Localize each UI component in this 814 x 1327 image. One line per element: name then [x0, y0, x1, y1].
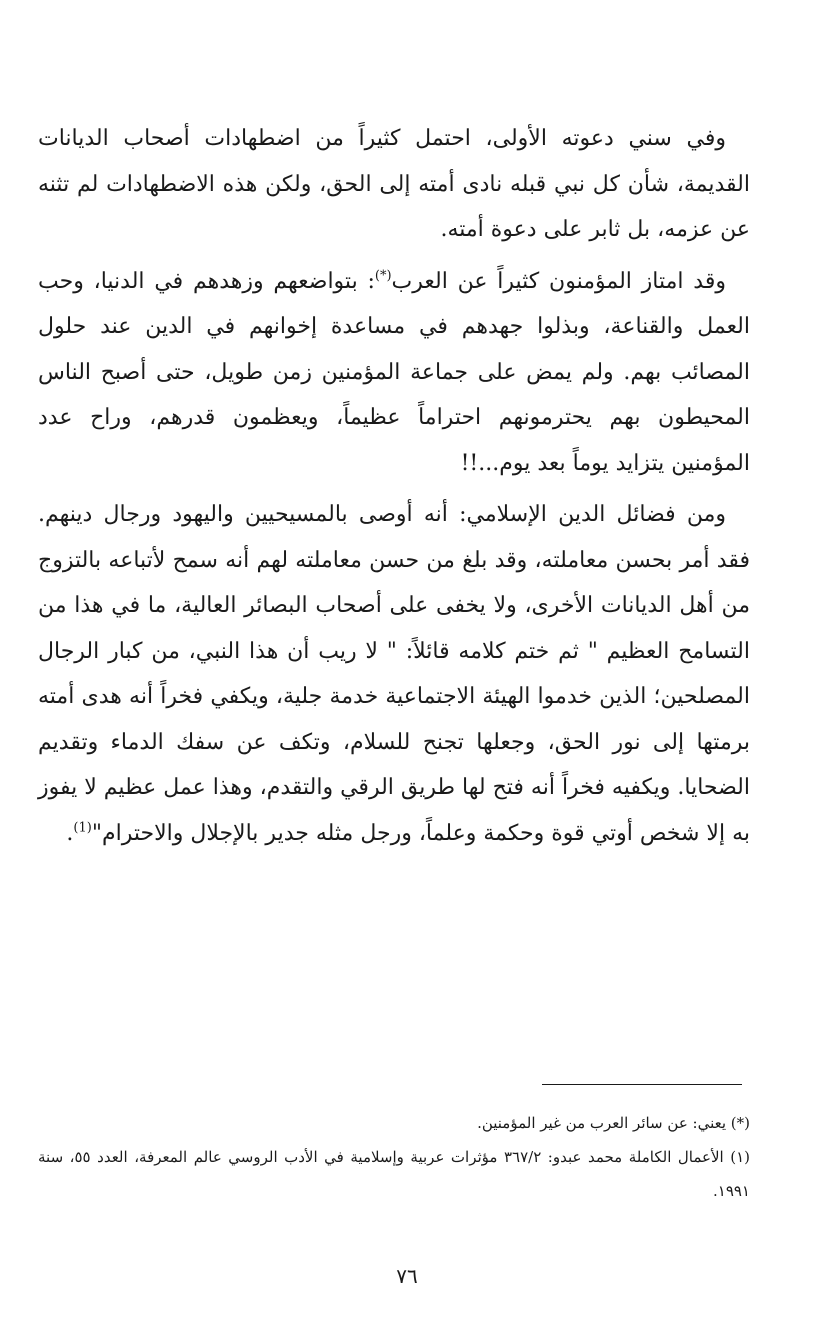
footnote-1: (١) الأعمال الكاملة محمد عبدو: ٣٦٧/٢ مؤثرات عربية وإسلامية في الأدب الروسي عالم المعرفة، العدد ٥٥، سنة ١٩٩١.: [38, 1148, 750, 1200]
main-text: [38, 116, 750, 862]
footnote-ref-1: (1): [73, 820, 92, 836]
paragraph-3-start: ومن فضائل الدين الإسلامي: أنه أوصى بالمسيحيين واليهود ورجال دينهم. فقد أمر بحسن معاملته، وقد بلغ من حسن معاملته لهم أنه سمح لأتباعه بالتزوج من أهل الديانات الأخرى، ولا يخفى على أصحاب البصائر العالية، ما في هذا من التسامح العظيم " ثم ختم كلامه قائلاً: " لا ريب أن هذا النبي، من كبار الرجال المصلحين؛ الذين خدموا الهيئة الاجتماعية خدمة جلية، ويكفي فخراً أنه هدى أمته برمتها إلى نور الحق، وجعلها تجنح للسلام، وتكف عن سفك الدماء وتقديم الضحايا. ويكفيه فخراً أنه فتح لها طريق الرقي والتقدم، وهذا عمل عظيم لا يفوز به إلا شخص أوتي قوة وحكمة وعلماً، ورجل مثله جدير بالإجلال والاحترام": [38, 502, 750, 846]
paragraph-3: [38, 492, 750, 856]
paragraph-2-rest: : بتواضعهم وزهدهم في الدنيا، وحب العمل والقناعة، وبذلوا جهدهم في مساعدة إخوانهم في الدين عند حلول المصائب بهم. ولم يمض على جماعة المؤمنين زمن طويل، حتى أصبح الناس المحيطون بهم يحترمونهم احتراماً عظيماً، ويعظمون قدرهم، وراح عدد المؤمنين يتزايد يوماً بعد يوم...!!: [38, 268, 750, 476]
paragraph-1: وفي سني دعوته الأولى، احتمل كثيراً من اضطهادات أصحاب الديانات القديمة، شأن كل نبي قبله نادى أمته إلى الحق، ولكن هذه الاضطهادات لم تثنه عن عزمه، بل ثابر على دعوة أمته.: [38, 126, 750, 242]
footnote-star: (*) يعني: عن سائر العرب من غير المؤمنين.: [477, 1114, 750, 1132]
footnote-divider: [542, 1084, 742, 1085]
page-number: ٧٦: [396, 1264, 418, 1288]
paragraph-2-start: وقد امتاز المؤمنون كثيراً عن العرب: [391, 268, 726, 294]
paragraph-2: [38, 259, 750, 487]
footnote-ref-star: (*): [374, 268, 392, 284]
footnotes: [38, 1106, 750, 1208]
paragraph-3-end: .: [66, 820, 74, 846]
